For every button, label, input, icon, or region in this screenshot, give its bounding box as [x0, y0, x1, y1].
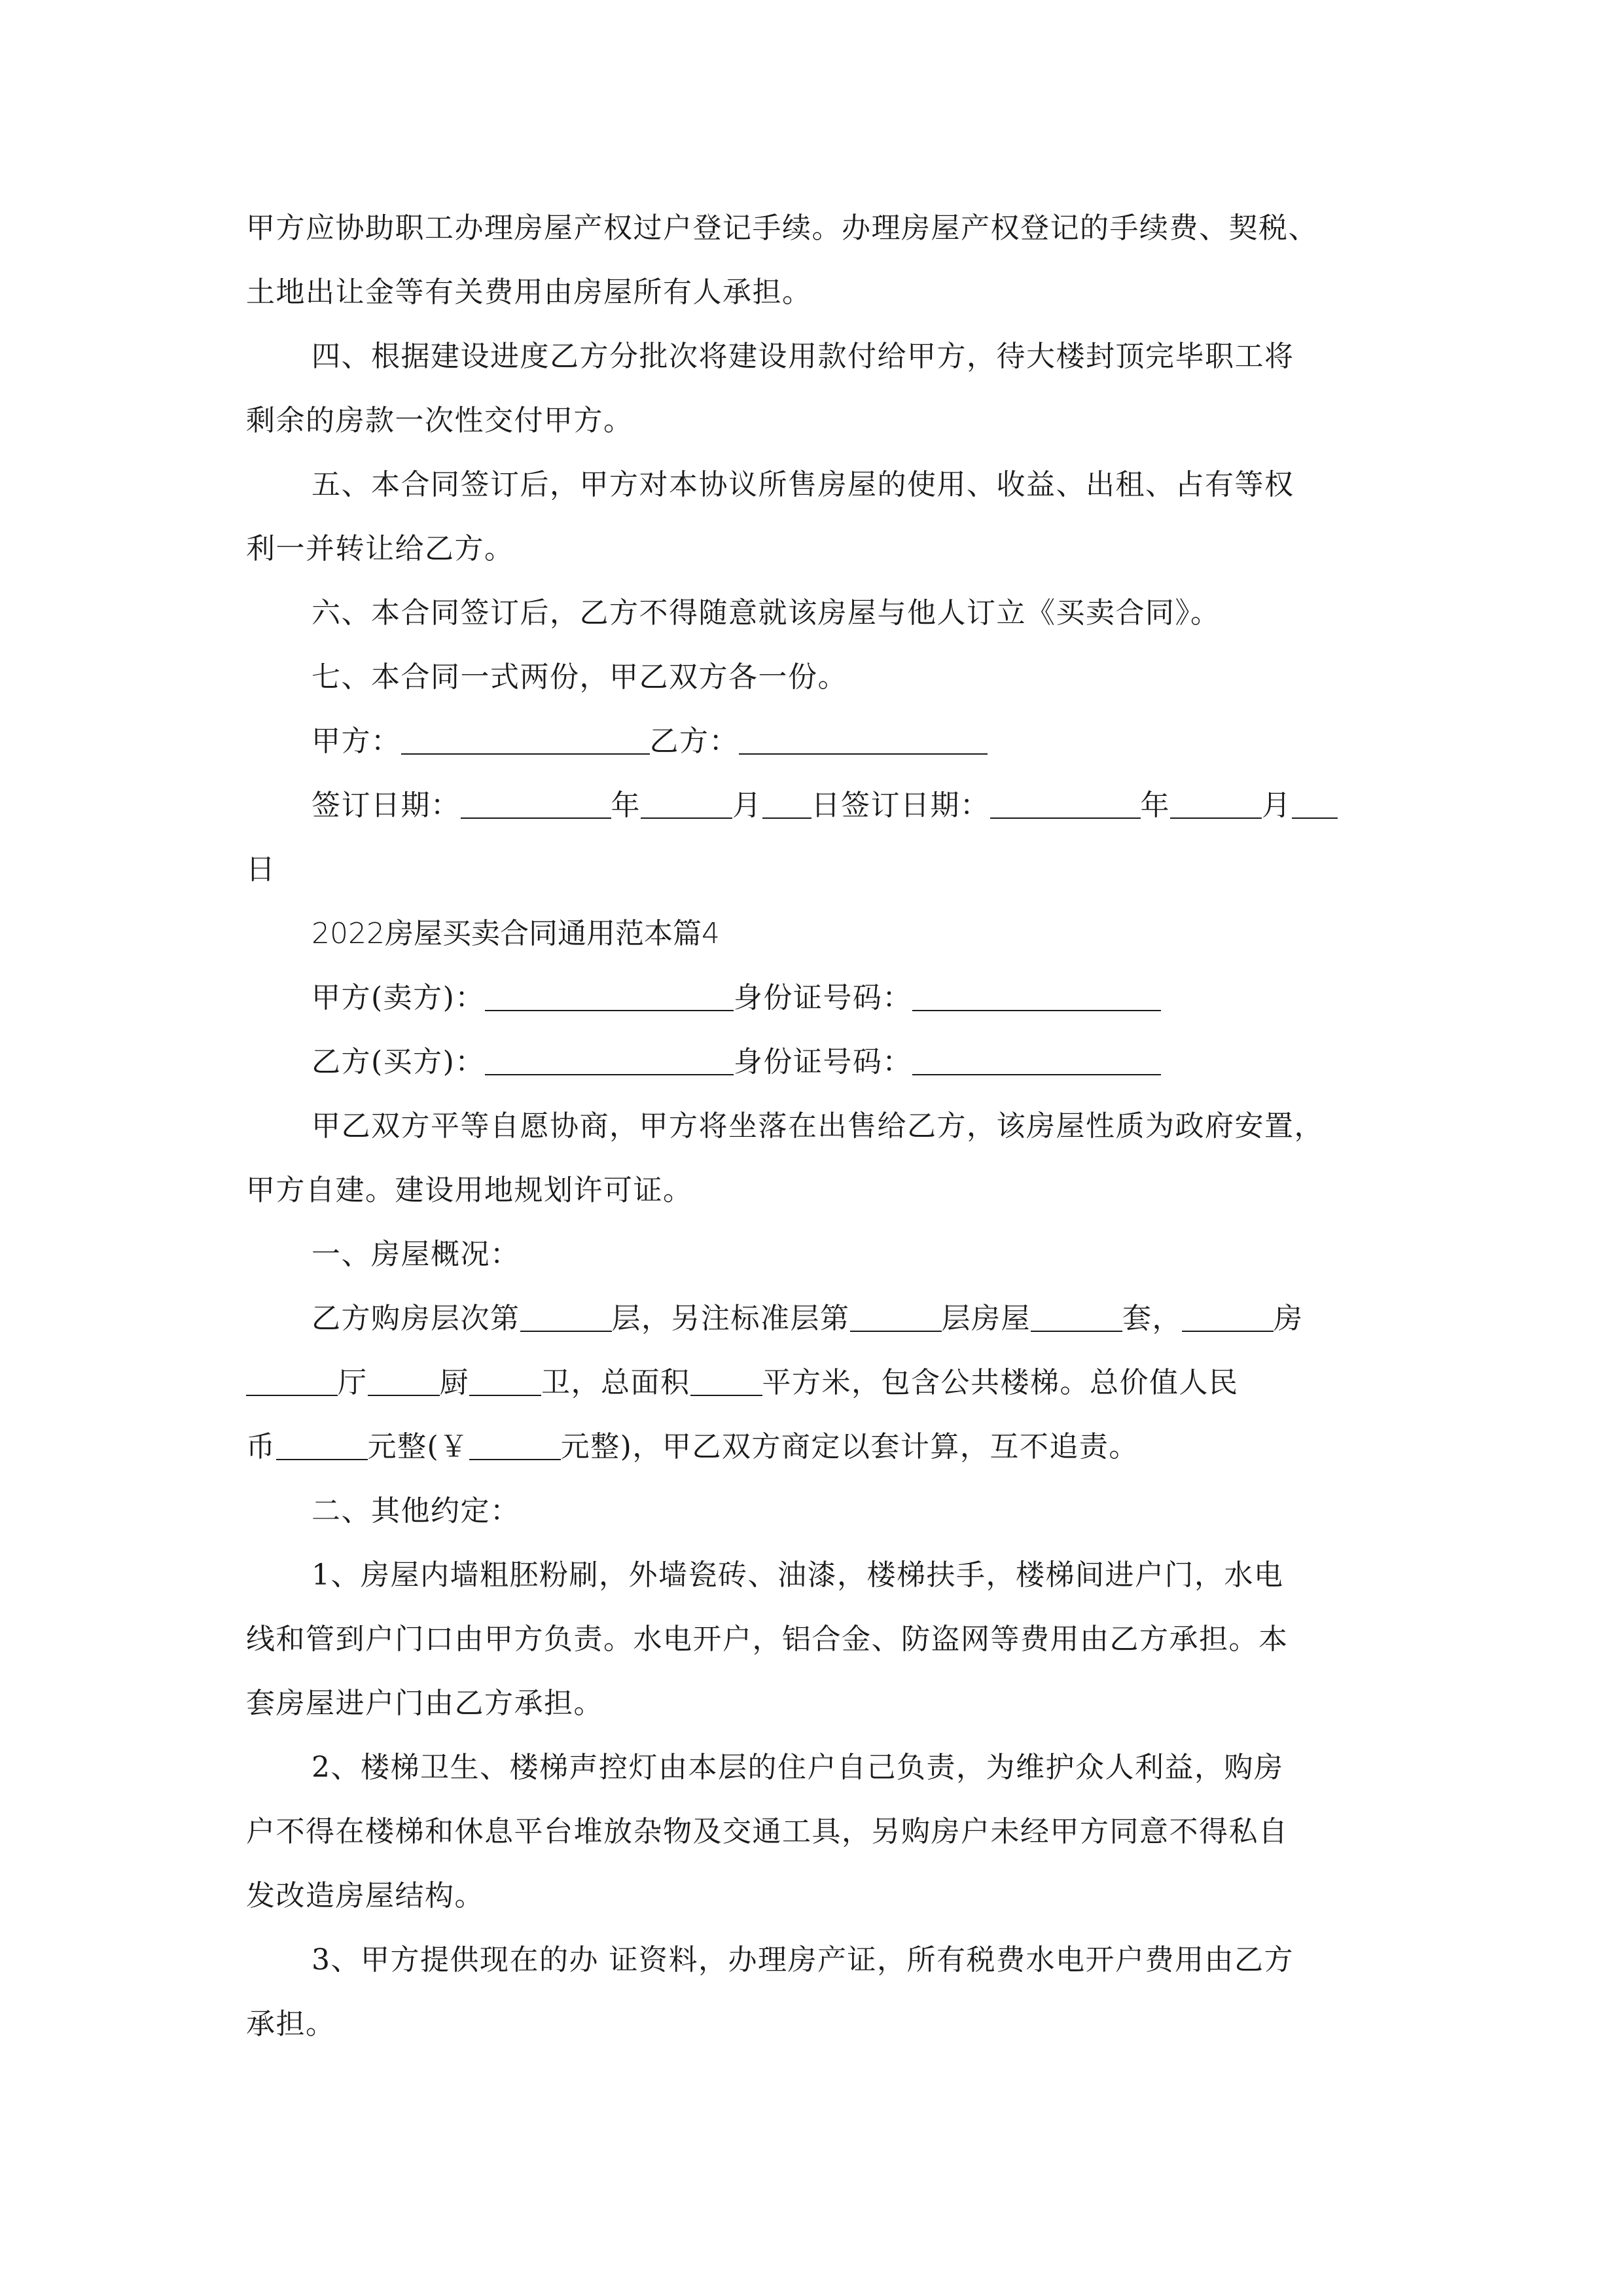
paragraph-line: 发改造房屋结构。 [246, 1879, 484, 1912]
text-span: 币 [246, 1430, 276, 1463]
house-detail-line [246, 1351, 1378, 1415]
room-count-blank [1182, 1304, 1274, 1332]
clause-six: 六、本合同签订后，乙方不得随意就该房屋与他人订立《买卖合同》。 [312, 596, 1221, 630]
month-blank [641, 791, 732, 819]
house-detail-line [246, 1287, 1378, 1351]
buyer-blank [485, 1048, 734, 1075]
id-number-label: 身份证号码： [733, 981, 912, 1014]
standard-floor-blank [850, 1304, 942, 1332]
paragraph-line: 甲乙双方平等自愿协商，甲方将坐落在出售给乙方，该房屋性质为政府安置， [312, 1109, 1324, 1143]
paragraph-line: 利一并转让给乙方。 [246, 532, 514, 565]
text-span: 卫，总面积 [541, 1366, 690, 1399]
paragraph-line: 3、甲方提供现在的办 证资料，办理房产证，所有税费水电开户费用由乙方 [312, 1943, 1294, 1977]
price-number-blank [469, 1433, 561, 1460]
price-words-blank [276, 1433, 368, 1460]
text-span: 元整)，甲乙双方商定以套计算，互不追责。 [560, 1430, 1139, 1463]
text-span: 套， [1122, 1302, 1182, 1335]
clause-four: 四、根据建设进度乙方分批次将建设用款付给甲方，待大楼封顶完毕职工将 [312, 340, 1294, 373]
section-heading: 一、房屋概况： [312, 1238, 520, 1271]
paragraph-line: 1、房屋内墙粗胚粉刷，外墙瓷砖、油漆，楼梯扶手，楼梯间进户门，水电 [312, 1558, 1284, 1592]
day-blank [762, 791, 812, 819]
floor-blank [520, 1304, 612, 1332]
kitchen-count-blank [368, 1369, 440, 1396]
clause-five: 五、本合同签订后，甲方对本协议所售房屋的使用、收益、出租、占有等权 [312, 468, 1294, 501]
price-line [246, 1415, 1378, 1479]
buyer-label: 乙方(买方)： [312, 1045, 485, 1079]
year-blank [990, 791, 1141, 819]
party-b-blank [739, 727, 988, 755]
paragraph-line: 甲方应协助职工办理房屋产权过户登记手续。办理房屋产权登记的手续费、契税、 [246, 211, 1318, 245]
paragraph-line: 剩余的房款一次性交付甲方。 [246, 404, 633, 437]
bathroom-count-blank [469, 1369, 541, 1396]
text-span: 厨 [439, 1366, 469, 1399]
section-heading: 二、其他约定： [312, 1494, 520, 1528]
text-span: 乙方购房层次第 [312, 1302, 520, 1335]
paragraph-line: 承担。 [246, 2007, 336, 2041]
buyer-line [246, 1030, 1378, 1094]
seller-label: 甲方(卖方)： [312, 981, 485, 1014]
text-span: 层房屋 [941, 1302, 1031, 1335]
year-blank [461, 791, 611, 819]
text-span: 厅 [338, 1366, 368, 1399]
id-number-blank [912, 984, 1161, 1011]
signing-date-line [246, 774, 1378, 838]
signature-line [246, 709, 1378, 774]
month-label: 月 [732, 789, 762, 822]
seller-line [246, 966, 1378, 1030]
party-a-blank [401, 727, 650, 755]
paragraph-line: 甲方自建。建设用地规划许可证。 [246, 1174, 693, 1207]
paragraph-line: 户不得在楼梯和休息平台堆放杂物及交通工具，另购房户未经甲方同意不得私自 [246, 1815, 1289, 1848]
text-span: 层，另注标准层第 [611, 1302, 850, 1335]
month-label: 月 [1262, 789, 1292, 822]
day-label-line: 日 [246, 853, 276, 886]
year-label: 年 [611, 789, 641, 822]
unit-count-blank [1031, 1304, 1122, 1332]
id-number-label: 身份证号码： [733, 1045, 912, 1079]
text-span: 平方米，包含公共楼梯。总价值人民 [762, 1366, 1239, 1399]
paragraph-line: 土地出让金等有关费用由房屋所有人承担。 [246, 276, 812, 309]
year-label: 年 [1140, 789, 1170, 822]
day-signing-date-label: 日签订日期： [811, 789, 990, 822]
month-blank [1170, 791, 1262, 819]
text-span: 房 [1274, 1302, 1304, 1335]
paragraph-line: 线和管到户门口由甲方负责。水电开户，铝合金、防盗网等费用由乙方承担。本 [246, 1623, 1289, 1656]
section-title: 2022房屋买卖合同通用范本篇4 [312, 917, 720, 950]
party-a-label: 甲方： [312, 725, 401, 758]
clause-seven: 七、本合同一式两份，甲乙双方各一份。 [312, 660, 847, 694]
hall-count-blank [246, 1369, 338, 1396]
text-span: 元整(￥ [367, 1430, 469, 1463]
seller-blank [485, 984, 734, 1011]
area-blank [690, 1369, 762, 1396]
document-page [246, 196, 1378, 2056]
day-blank [1292, 791, 1338, 819]
signing-date-label: 签订日期： [312, 789, 461, 822]
paragraph-line: 套房屋进户门由乙方承担。 [246, 1687, 603, 1720]
paragraph-line: 2、楼梯卫生、楼梯声控灯由本层的住户自己负责，为维护众人利益，购房 [312, 1751, 1284, 1784]
party-b-label: 乙方： [649, 725, 739, 758]
id-number-blank [912, 1048, 1161, 1075]
